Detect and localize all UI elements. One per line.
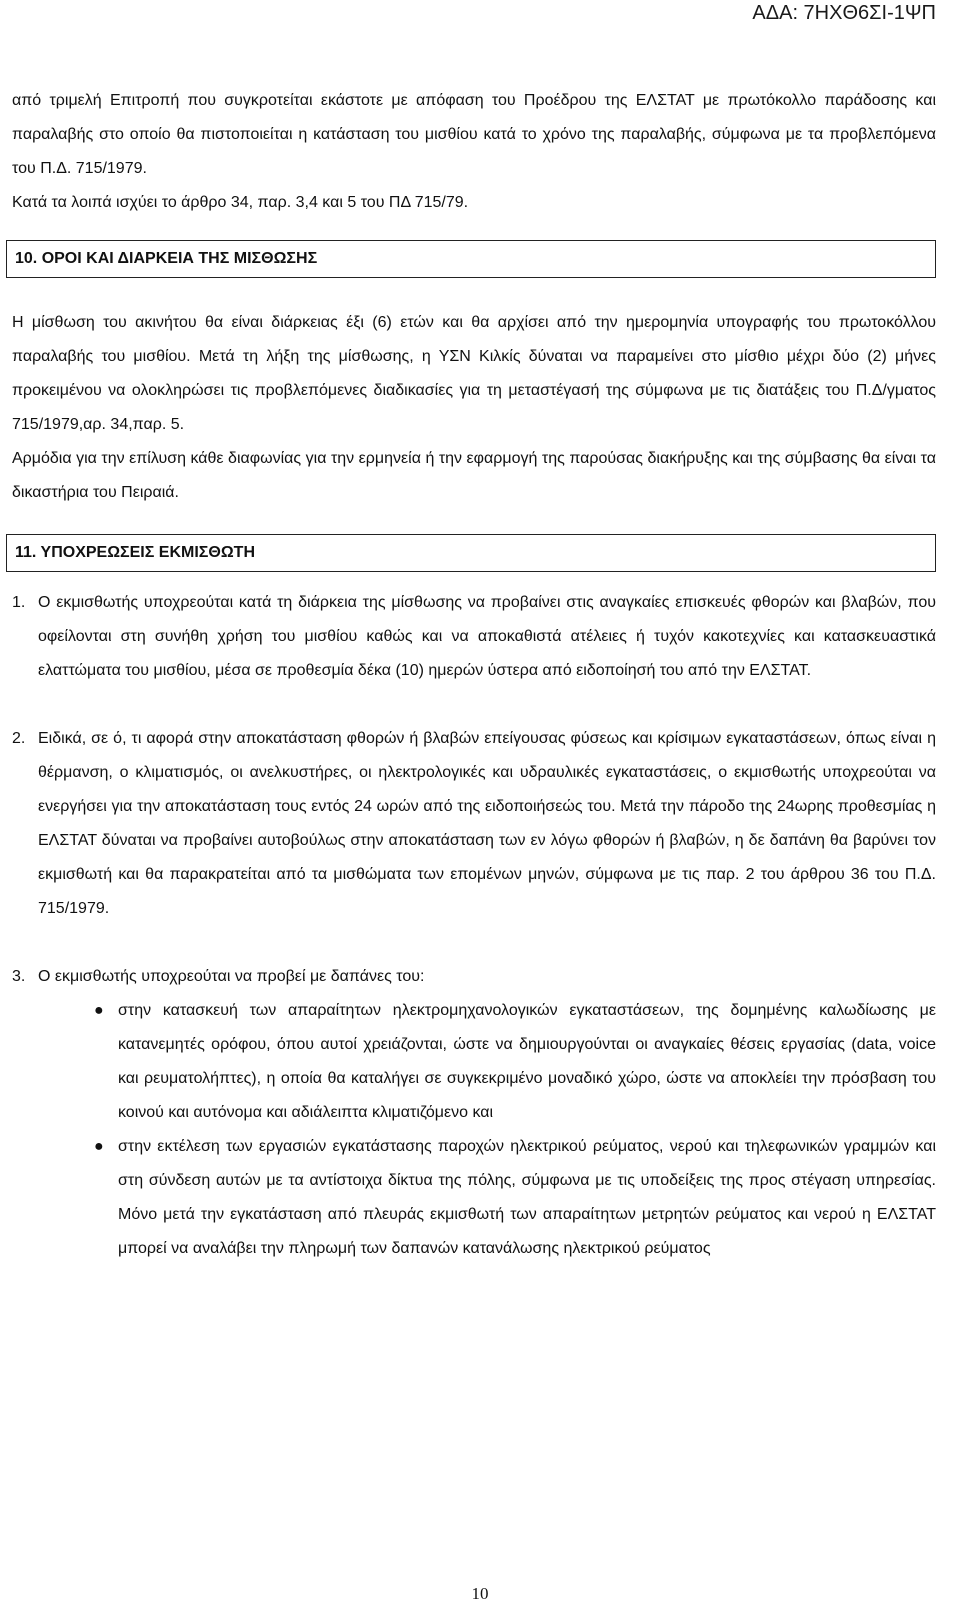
document-body (12, 84, 936, 1266)
obligation-bullet-list (12, 994, 936, 1266)
bullet-icon: ● (94, 1138, 104, 1155)
intro-paragraph: από τριμελή Επιτροπή που συγκροτείται εκάστοτε με απόφαση του Προέδρου της ΕΛΣΤΑΤ με πρωτόκολλο παράδοσης και παραλαβής στο οποίο θα πιστοποιείται η κατάσταση του μισθίου κατά το χρόνο της παραλαβής, σύμφωνα με τα προβλεπόμενα του Π.Δ. 715/1979. (12, 92, 936, 177)
intro-reference-line: Κατά τα λοιπά ισχύει το άρθρο 34, παρ. 3,4 και 5 του ΠΔ 715/79. (12, 194, 469, 211)
item-number: 2. (12, 730, 26, 747)
section-11-heading: 11. ΥΠΟΧΡΕΩΣΕΙΣ ΕΚΜΙΣΘΩΤΗ (6, 534, 936, 572)
obligation-item-2 (12, 722, 936, 926)
spacer (12, 926, 936, 960)
obligation-item-3 (12, 960, 936, 994)
list-item (12, 1130, 936, 1266)
spacer (12, 220, 936, 240)
spacer (12, 688, 936, 722)
item-text: Ειδικά, σε ό, τι αφορά στην αποκατάσταση φθορών ή βλαβών επείγουσας φύσεως και κρίσιμων εγκαταστάσεων, όπως είναι η θέρμανση, ο κλιματισμός, οι ανελκυστήρες, οι ηλεκτρολογικές και υδραυλικές εγκαταστάσεις, ο εκμισθωτής υποχρεούται να ενεργήσει για την αποκατάσταση τους εντός 24 ωρών από της ειδοποιήσεώς του. Μετά την πάροδο της 24ωρης προθεσμίας η ΕΛΣΤΑΤ δύναται να προβαίνει αυτοβούλως στην αποκατάσταση των εν λόγω φθορών ή βλαβών, η δε δαπάνη θα βαρύνει τον εκμισθωτή και θα παρακρατείται από τα μισθώματα των επομένων μηνών, σύμφωνα με τις παρ. 2 του άρθρου 36 του Π.Δ. 715/1979. (38, 730, 936, 917)
bullet-text: στην κατασκευή των απαραίτητων ηλεκτρομηχανολογικών εγκαταστάσεων, της δομημένης καλωδίωσης με κατανεμητές ορόφου, όπου αυτοί χρειάζονται, ώστε να δημιουργούνται οι αναγκαίες θέσεις εργασίας (data, voice και ρευματολήπτες), η οποία θα καταλήγει σε συγκεκριμένο μοναδικό χώρο, ώστε να αποκλείει την πρόσβαση του κοινού και αυτόνομα και αδιάλειπτα κλιματιζόμενο και (118, 1002, 936, 1121)
list-item (12, 994, 936, 1130)
section-10-paragraph-duration: Η μίσθωση του ακινήτου θα είναι διάρκειας έξι (6) ετών και θα αρχίσει από την ημερομηνία υπογραφής του πρωτοκόλλου παραλαβής του μισθίου. Μετά τη λήξη της μίσθωσης, η ΥΣΝ Κιλκίς δύναται να παραμείνει στο μίσθιο μέχρι δύο (2) μήνες προκειμένου να ολοκληρώσει τις προβλεπόμενες διαδικασίες για τη μεταστέγασή της σύμφωνα με τις διατάξεις του Π.Δ/γματος 715/1979,αρ. 34,παρ. 5. (12, 314, 936, 433)
bullet-icon: ● (94, 1002, 104, 1019)
item-text: Ο εκμισθωτής υποχρεούται κατά τη διάρκεια της μίσθωσης να προβαίνει στις αναγκαίες επισκευές φθορών και βλαβών, που οφείλονται στη συνήθη χρήση του μισθίου καθώς και να αποκαθιστά ατέλειες ή τυχόν κακοτεχνίες και κατασκευαστικά ελαττώματα του μισθίου, μέσα σε προθεσμία δέκα (10) ημερών ύστερα από ειδοποίησή του από την ΕΛΣΤΑΤ. (38, 594, 936, 679)
item-number: 3. (12, 968, 26, 985)
page-number: 10 (471, 1584, 489, 1603)
section-10-paragraph-jurisdiction: Αρμόδια για την επίλυση κάθε διαφωνίας για την ερμηνεία ή την εφαρμογή της παρούσας διακήρυξης και της σύμβασης θα είναι τα δικαστήρια του Πειραιά. (12, 450, 936, 501)
spacer (12, 510, 936, 534)
spacer (12, 572, 936, 586)
item-text: Ο εκμισθωτής υποχρεούται να προβεί με δαπάνες του: (38, 968, 425, 985)
section-10-heading: 10. ΟΡΟΙ ΚΑΙ ΔΙΑΡΚΕΙΑ ΤΗΣ ΜΙΣΘΩΣΗΣ (6, 240, 936, 278)
obligation-item-1 (12, 586, 936, 688)
bullet-text: στην εκτέλεση των εργασιών εγκατάστασης παροχών ηλεκτρικού ρεύματος, νερού και τηλεφωνικών γραμμών και στη σύνδεση αυτών με τα αντίστοιχα δίκτυα της πόλης, σύμφωνα με τις υποδείξεις της προς στέγαση υπηρεσίας. Μόνο μετά την εγκατάσταση από πλευράς εκμισθωτή των απαραίτητων μετρητών ρεύματος και νερού η ΕΛΣΤΑΤ μπορεί να αναλάβει την πληρωμή των δαπανών κατανάλωσης ηλεκτρικού ρεύματος (118, 1138, 936, 1257)
item-number: 1. (12, 594, 26, 611)
spacer (12, 278, 936, 306)
ada-code: ΑΔΑ: 7ΗΧΘ6ΣΙ-1ΨΠ (752, 2, 936, 24)
